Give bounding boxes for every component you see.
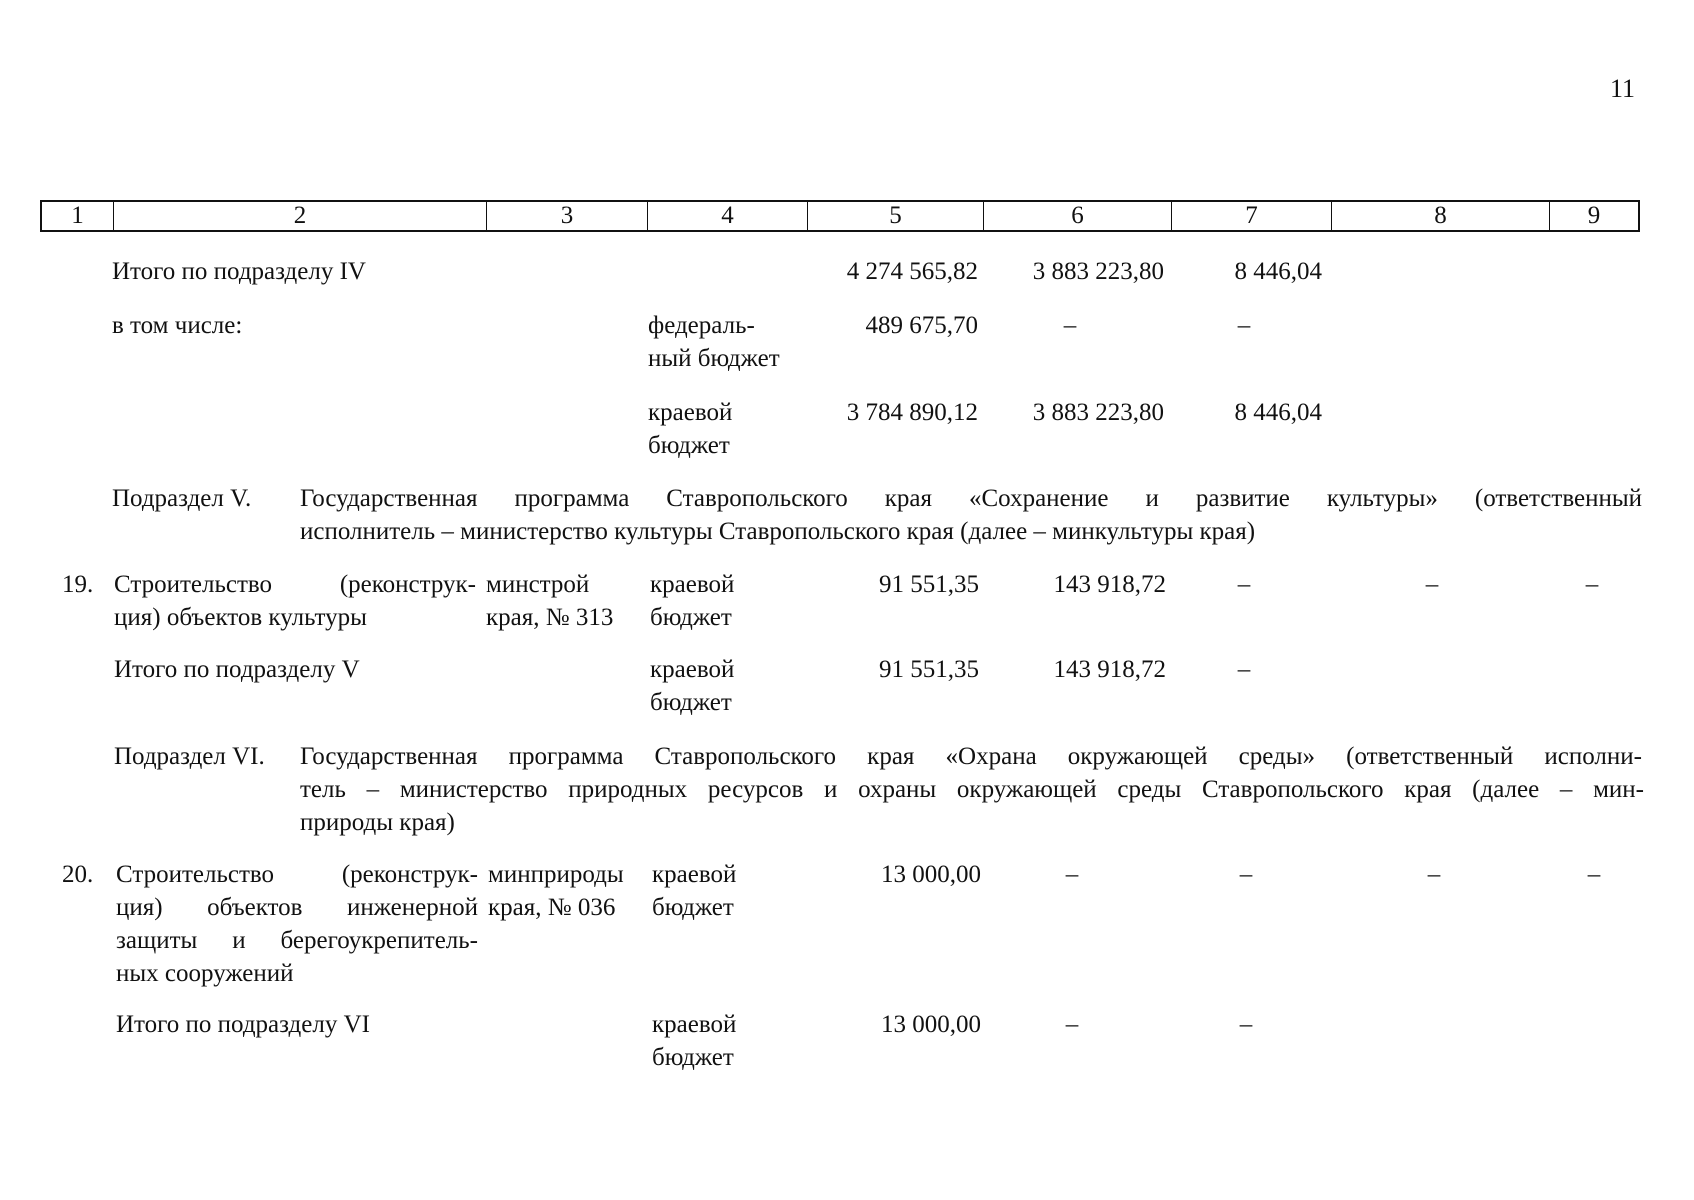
row-name-line1: Строительство (реконструк- [116,861,478,888]
row-source-line1: краевой [650,571,735,598]
row-col9: – [1585,571,1599,598]
source-line2: бюджет [648,432,730,459]
row-col7: – [1239,861,1253,888]
total-col5: 13 000,00 [881,1011,981,1038]
column-header-row [40,200,1640,232]
subsection-title-line1: Государственная программа Ставропольского края «Охрана окружающей среды» (ответственный исполни- [300,743,1642,770]
subsection-title-line2: исполнитель – министерство культуры Ставропольского края (далее – минкультуры края) [300,518,1256,545]
column-header-4: 4 [648,202,808,230]
row-name-line2: ция) объектов культуры [114,604,367,631]
column-header-3: 3 [487,202,648,230]
total-label: Итого по подразделу IV [112,258,366,285]
column-header-1: 1 [42,202,114,230]
row-col7: – [1237,571,1251,598]
total-col6: 3 883 223,80 [1032,258,1164,285]
row-col8: – [1427,861,1441,888]
column-header-7: 7 [1172,202,1332,230]
federal-col7: – [1237,312,1251,339]
subsection-title-line3: природы края) [300,809,455,836]
column-header-8: 8 [1332,202,1550,230]
source-line1: федераль- [648,312,755,339]
column-header-2: 2 [114,202,487,230]
row-number: 20. [62,861,94,888]
total-source-line2: бюджет [650,689,732,716]
row-source-line1: краевой [652,861,737,888]
row-col6: 143 918,72 [1053,571,1166,598]
page-number: 11 [1610,74,1636,103]
regional-col5: 3 784 890,12 [846,399,978,426]
total-col6: – [1065,1011,1079,1038]
total-col6: 143 918,72 [1053,656,1166,683]
total-col5: 4 274 565,82 [846,258,978,285]
subsection-label: Подраздел V. [112,485,252,512]
federal-col5: 489 675,70 [865,312,978,339]
federal-col6: – [1063,312,1077,339]
regional-col6: 3 883 223,80 [1032,399,1164,426]
total-label: Итого по подразделу VI [116,1011,370,1038]
total-col5: 91 551,35 [879,656,979,683]
row-name-line4: ных сооружений [116,960,294,987]
row-name-line2: ция) объектов инженерной [116,894,478,921]
row-name-line1: Строительство (реконструк- [114,571,476,598]
regional-col7: 8 446,04 [1234,399,1322,426]
total-source-line1: краевой [652,1011,737,1038]
total-col7: – [1237,656,1251,683]
column-header-5: 5 [808,202,984,230]
row-customer-line1: минстрой [486,571,590,598]
source-line2: ный бюджет [648,345,780,372]
row-col6: – [1065,861,1079,888]
total-col7: 8 446,04 [1234,258,1322,285]
total-source-line2: бюджет [652,1044,734,1071]
row-source-line2: бюджет [650,604,732,631]
row-name-line3: защиты и берегоукрепитель- [116,927,478,954]
row-source-line2: бюджет [652,894,734,921]
total-col7: – [1239,1011,1253,1038]
row-number: 19. [62,571,94,598]
subsection-title-line1: Государственная программа Ставропольского края «Сохранение и развитие культуры» (ответственный [300,485,1642,512]
subsection-label: Подраздел VI. [114,743,265,770]
subsection-title-line2: тель – министерство природных ресурсов и охраны окружающей среды Ставропольского края (далее – мин- [300,776,1644,803]
row-col5: 91 551,35 [879,571,979,598]
row-customer-line2: края, № 036 [488,894,616,921]
row-col8: – [1425,571,1439,598]
total-source-line1: краевой [650,656,735,683]
total-label: Итого по подразделу V [114,656,360,683]
row-customer-line1: минприроды [488,861,624,888]
row-customer-line2: края, № 313 [486,604,614,631]
including-label: в том числе: [112,312,243,339]
row-col5: 13 000,00 [881,861,981,888]
row-col9: – [1587,861,1601,888]
column-header-6: 6 [984,202,1172,230]
source-line1: краевой [648,399,733,426]
column-header-9: 9 [1587,202,1601,229]
